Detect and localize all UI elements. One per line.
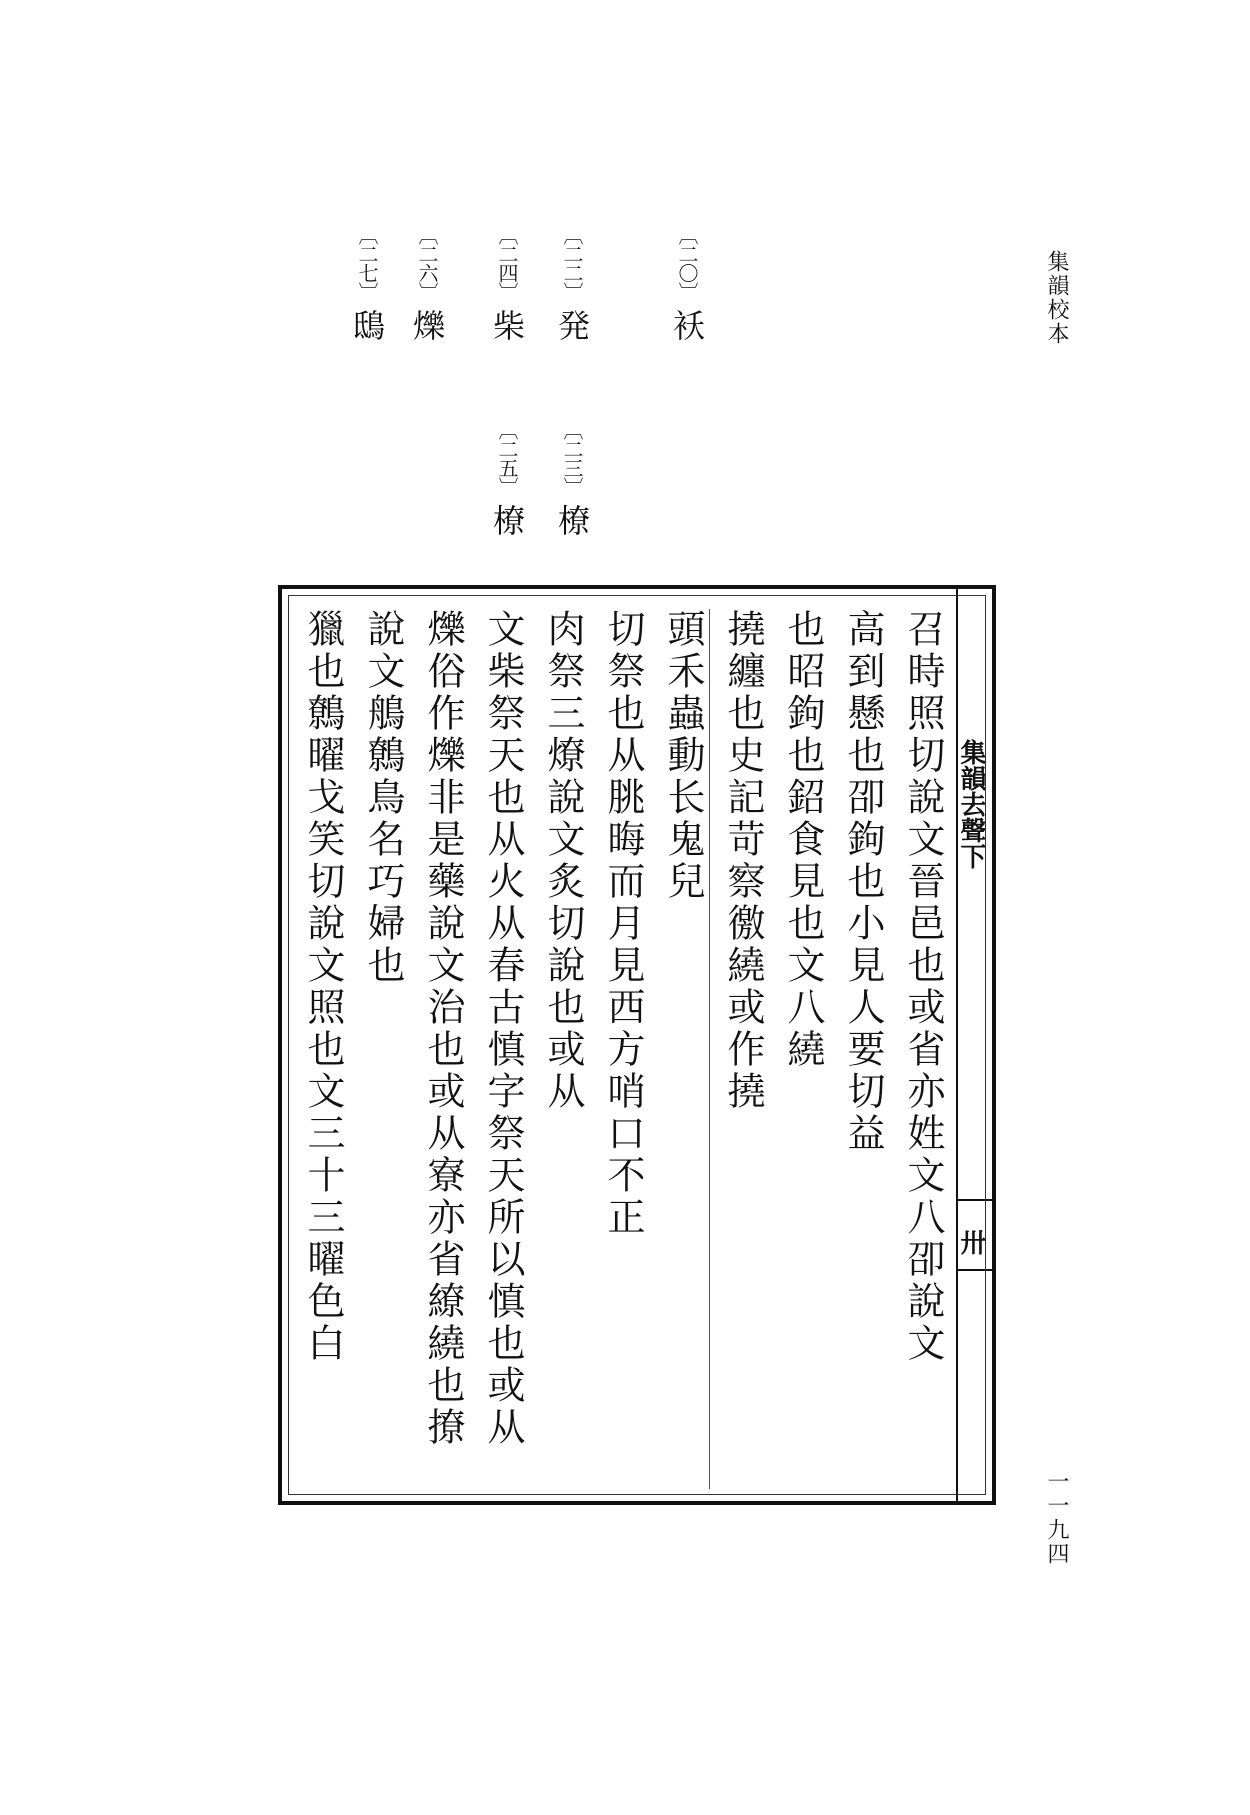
note-character: 袄 bbox=[668, 309, 706, 341]
text-column-2: 高到懸也卲鉤也小見人要切益 bbox=[841, 609, 885, 1155]
text-column-11: 獵也鷯曜戈笑切說文照也文三十三曜色白 bbox=[301, 609, 345, 1365]
text-column-9: 爍俗作爍非是藥說文治也或从寮亦省繚繞也撩 bbox=[421, 609, 465, 1449]
note-character: 発 bbox=[553, 309, 591, 341]
note-character: 爍 bbox=[408, 309, 446, 341]
banxin-title: 集韻去聲下 bbox=[956, 739, 986, 869]
collation-note bbox=[664, 225, 710, 341]
collation-note bbox=[549, 420, 595, 536]
note-character: 柴 bbox=[488, 309, 526, 341]
text-column-6: 切祭也从朓晦而月見西方哨口不正 bbox=[601, 609, 645, 1239]
text-column-10: 說文鵃鷯鳥名巧婦也 bbox=[361, 609, 405, 987]
note-number: 〔二五〕 bbox=[495, 420, 519, 496]
banxin-leaf-number: 卅 bbox=[956, 1229, 986, 1255]
collation-note bbox=[484, 225, 530, 341]
woodblock-page bbox=[278, 585, 996, 1505]
text-column-8: 文柴祭天也从火从春古慎字祭天所以慎也或从 bbox=[481, 609, 525, 1449]
banxin-margin bbox=[956, 589, 992, 1501]
note-number: 〔二六〕 bbox=[415, 225, 439, 301]
collation-note bbox=[549, 225, 595, 341]
note-number: 〔二七〕 bbox=[355, 225, 379, 301]
note-character: 橑 bbox=[553, 504, 591, 536]
note-number: 〔二二〕 bbox=[560, 225, 584, 301]
collation-note bbox=[404, 225, 450, 341]
note-character: 橑 bbox=[488, 504, 526, 536]
text-column-7: 肉祭三燎說文炙切說也或从 bbox=[541, 609, 585, 1113]
text-column-1: 召時照切說文晉邑也或省亦姓文八卲說文 bbox=[901, 609, 945, 1365]
text-column-3: 也昭鉤也鉊食見也文八繞 bbox=[781, 609, 825, 1071]
collation-note bbox=[344, 225, 390, 341]
running-head: 集韻校本 bbox=[1044, 250, 1069, 346]
text-column-4: 撓纏也史記苛察徼繞或作撓 bbox=[709, 609, 776, 1489]
collation-note bbox=[484, 420, 530, 536]
note-number: 〔二四〕 bbox=[495, 225, 519, 301]
note-number: 〔二三〕 bbox=[560, 420, 584, 496]
note-character: 鴟 bbox=[348, 309, 386, 341]
page-number: 一一九四 bbox=[1044, 1470, 1069, 1566]
text-column-5: 頭禾蟲動长鬼兒 bbox=[661, 609, 705, 903]
note-number: 〔二〇〕 bbox=[675, 225, 699, 301]
